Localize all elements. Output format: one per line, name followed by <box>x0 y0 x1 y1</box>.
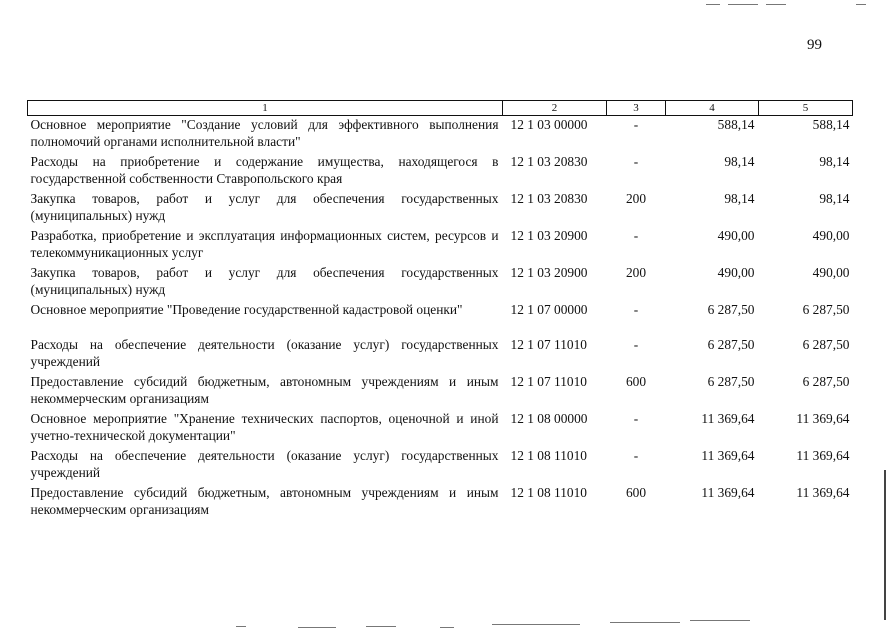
table-row <box>28 484 853 521</box>
page-number: 99 <box>807 37 822 53</box>
table-header <box>28 101 853 116</box>
row-name: Основное мероприятие "Хранение технических паспортов, оценочной и иной учетно-технической документации" <box>30 411 499 443</box>
row-name: Основное мероприятие "Создание условий для эффективного выполнения полномочий органами исполнительной власти" <box>30 117 499 149</box>
scan-artifact-bottom <box>440 627 454 628</box>
table-row <box>28 153 853 190</box>
row-amount-col4: 98,14 <box>724 191 755 206</box>
row-name: Предоставление субсидий бюджетным, автономным учреждениям и иным некоммерческим организациям <box>30 485 499 517</box>
row-name: Закупка товаров, работ и услуг для обеспечения государственных (муниципальных) нужд <box>30 265 499 297</box>
row-amount-col5: 11 369,64 <box>796 485 850 500</box>
row-name: Расходы на обеспечение деятельности (оказание услуг) государственных учреждений <box>30 337 499 369</box>
scan-artifact-top <box>856 4 866 5</box>
row-name: Закупка товаров, работ и услуг для обеспечения государственных (муниципальных) нужд <box>30 191 499 223</box>
table-body <box>28 116 853 522</box>
row-amount-col5: 98,14 <box>819 191 850 206</box>
column-header-4: 4 <box>666 101 759 116</box>
table-row <box>28 190 853 227</box>
row-amount-col5: 490,00 <box>812 228 850 243</box>
row-amount-col5: 6 287,50 <box>802 337 850 352</box>
row-amount-col4: 11 369,64 <box>701 411 755 426</box>
row-code: 12 1 03 20830 <box>510 154 588 169</box>
table-row <box>28 116 853 154</box>
row-expense-type: 600 <box>625 374 647 389</box>
table-row <box>28 410 853 447</box>
row-code: 12 1 03 20830 <box>510 191 588 206</box>
scan-artifact-bottom <box>366 626 396 627</box>
row-amount-col5: 6 287,50 <box>802 302 850 317</box>
table-row <box>28 264 853 301</box>
row-amount-col4: 6 287,50 <box>707 374 755 389</box>
scan-artifact-bottom <box>298 627 336 628</box>
table-row <box>28 227 853 264</box>
row-amount-col5: 11 369,64 <box>796 411 850 426</box>
row-expense-type: - <box>633 228 639 243</box>
row-expense-type: - <box>633 411 639 426</box>
row-code: 12 1 03 20900 <box>510 228 588 243</box>
row-name: Предоставление субсидий бюджетным, автономным учреждениям и иным некоммерческим организациям <box>30 374 499 406</box>
row-code: 12 1 07 00000 <box>510 302 588 317</box>
row-amount-col4: 490,00 <box>717 228 755 243</box>
row-amount-col4: 6 287,50 <box>707 337 755 352</box>
row-code: 12 1 03 00000 <box>510 117 588 132</box>
row-amount-col4: 11 369,64 <box>701 448 755 463</box>
scan-artifact-top <box>766 4 786 5</box>
row-name: Расходы на приобретение и содержание имущества, находящегося в государственной собственности Ставропольского края <box>30 154 499 186</box>
row-amount-col4: 98,14 <box>724 154 755 169</box>
row-expense-type: 600 <box>625 485 647 500</box>
row-code: 12 1 08 00000 <box>510 411 588 426</box>
row-amount-col4: 11 369,64 <box>701 485 755 500</box>
row-expense-type: 200 <box>625 191 647 206</box>
row-name: Расходы на обеспечение деятельности (оказание услуг) государственных учреждений <box>30 448 499 480</box>
table-row <box>28 336 853 373</box>
row-amount-col5: 98,14 <box>819 154 850 169</box>
row-code: 12 1 07 11010 <box>510 374 587 389</box>
row-code: 12 1 07 11010 <box>510 337 587 352</box>
table-row <box>28 447 853 484</box>
table-row <box>28 301 853 336</box>
table-row <box>28 373 853 410</box>
row-name: Разработка, приобретение и эксплуатация информационных систем, ресурсов и телекоммуникационных услуг <box>30 228 499 260</box>
scan-artifact-top <box>706 4 720 5</box>
budget-table <box>27 100 853 521</box>
row-code: 12 1 08 11010 <box>510 485 587 500</box>
row-amount-col5: 6 287,50 <box>802 374 850 389</box>
scan-artifact-bottom <box>492 624 580 625</box>
scan-artifact-bottom <box>690 620 750 621</box>
row-code: 12 1 03 20900 <box>510 265 588 280</box>
row-expense-type: - <box>633 117 639 132</box>
row-amount-col5: 490,00 <box>812 265 850 280</box>
row-amount-col4: 6 287,50 <box>707 302 755 317</box>
column-header-3: 3 <box>607 101 666 116</box>
table-header-row <box>28 101 853 116</box>
scan-artifact-right-edge <box>884 470 886 620</box>
scan-artifact-top <box>728 4 758 5</box>
row-expense-type: - <box>633 302 639 317</box>
row-amount-col5: 588,14 <box>812 117 850 132</box>
row-expense-type: 200 <box>625 265 647 280</box>
scan-artifact-bottom <box>610 622 680 623</box>
column-header-5: 5 <box>759 101 853 116</box>
column-header-2: 2 <box>503 101 607 116</box>
row-expense-type: - <box>633 154 639 169</box>
column-header-1: 1 <box>28 101 503 116</box>
row-amount-col4: 490,00 <box>717 265 755 280</box>
row-amount-col5: 11 369,64 <box>796 448 850 463</box>
row-code: 12 1 08 11010 <box>510 448 587 463</box>
row-amount-col4: 588,14 <box>717 117 755 132</box>
scan-artifact-bottom <box>236 626 246 627</box>
row-name: Основное мероприятие "Проведение государственной кадастровой оценки" <box>30 302 463 317</box>
row-expense-type: - <box>633 448 639 463</box>
row-expense-type: - <box>633 337 639 352</box>
